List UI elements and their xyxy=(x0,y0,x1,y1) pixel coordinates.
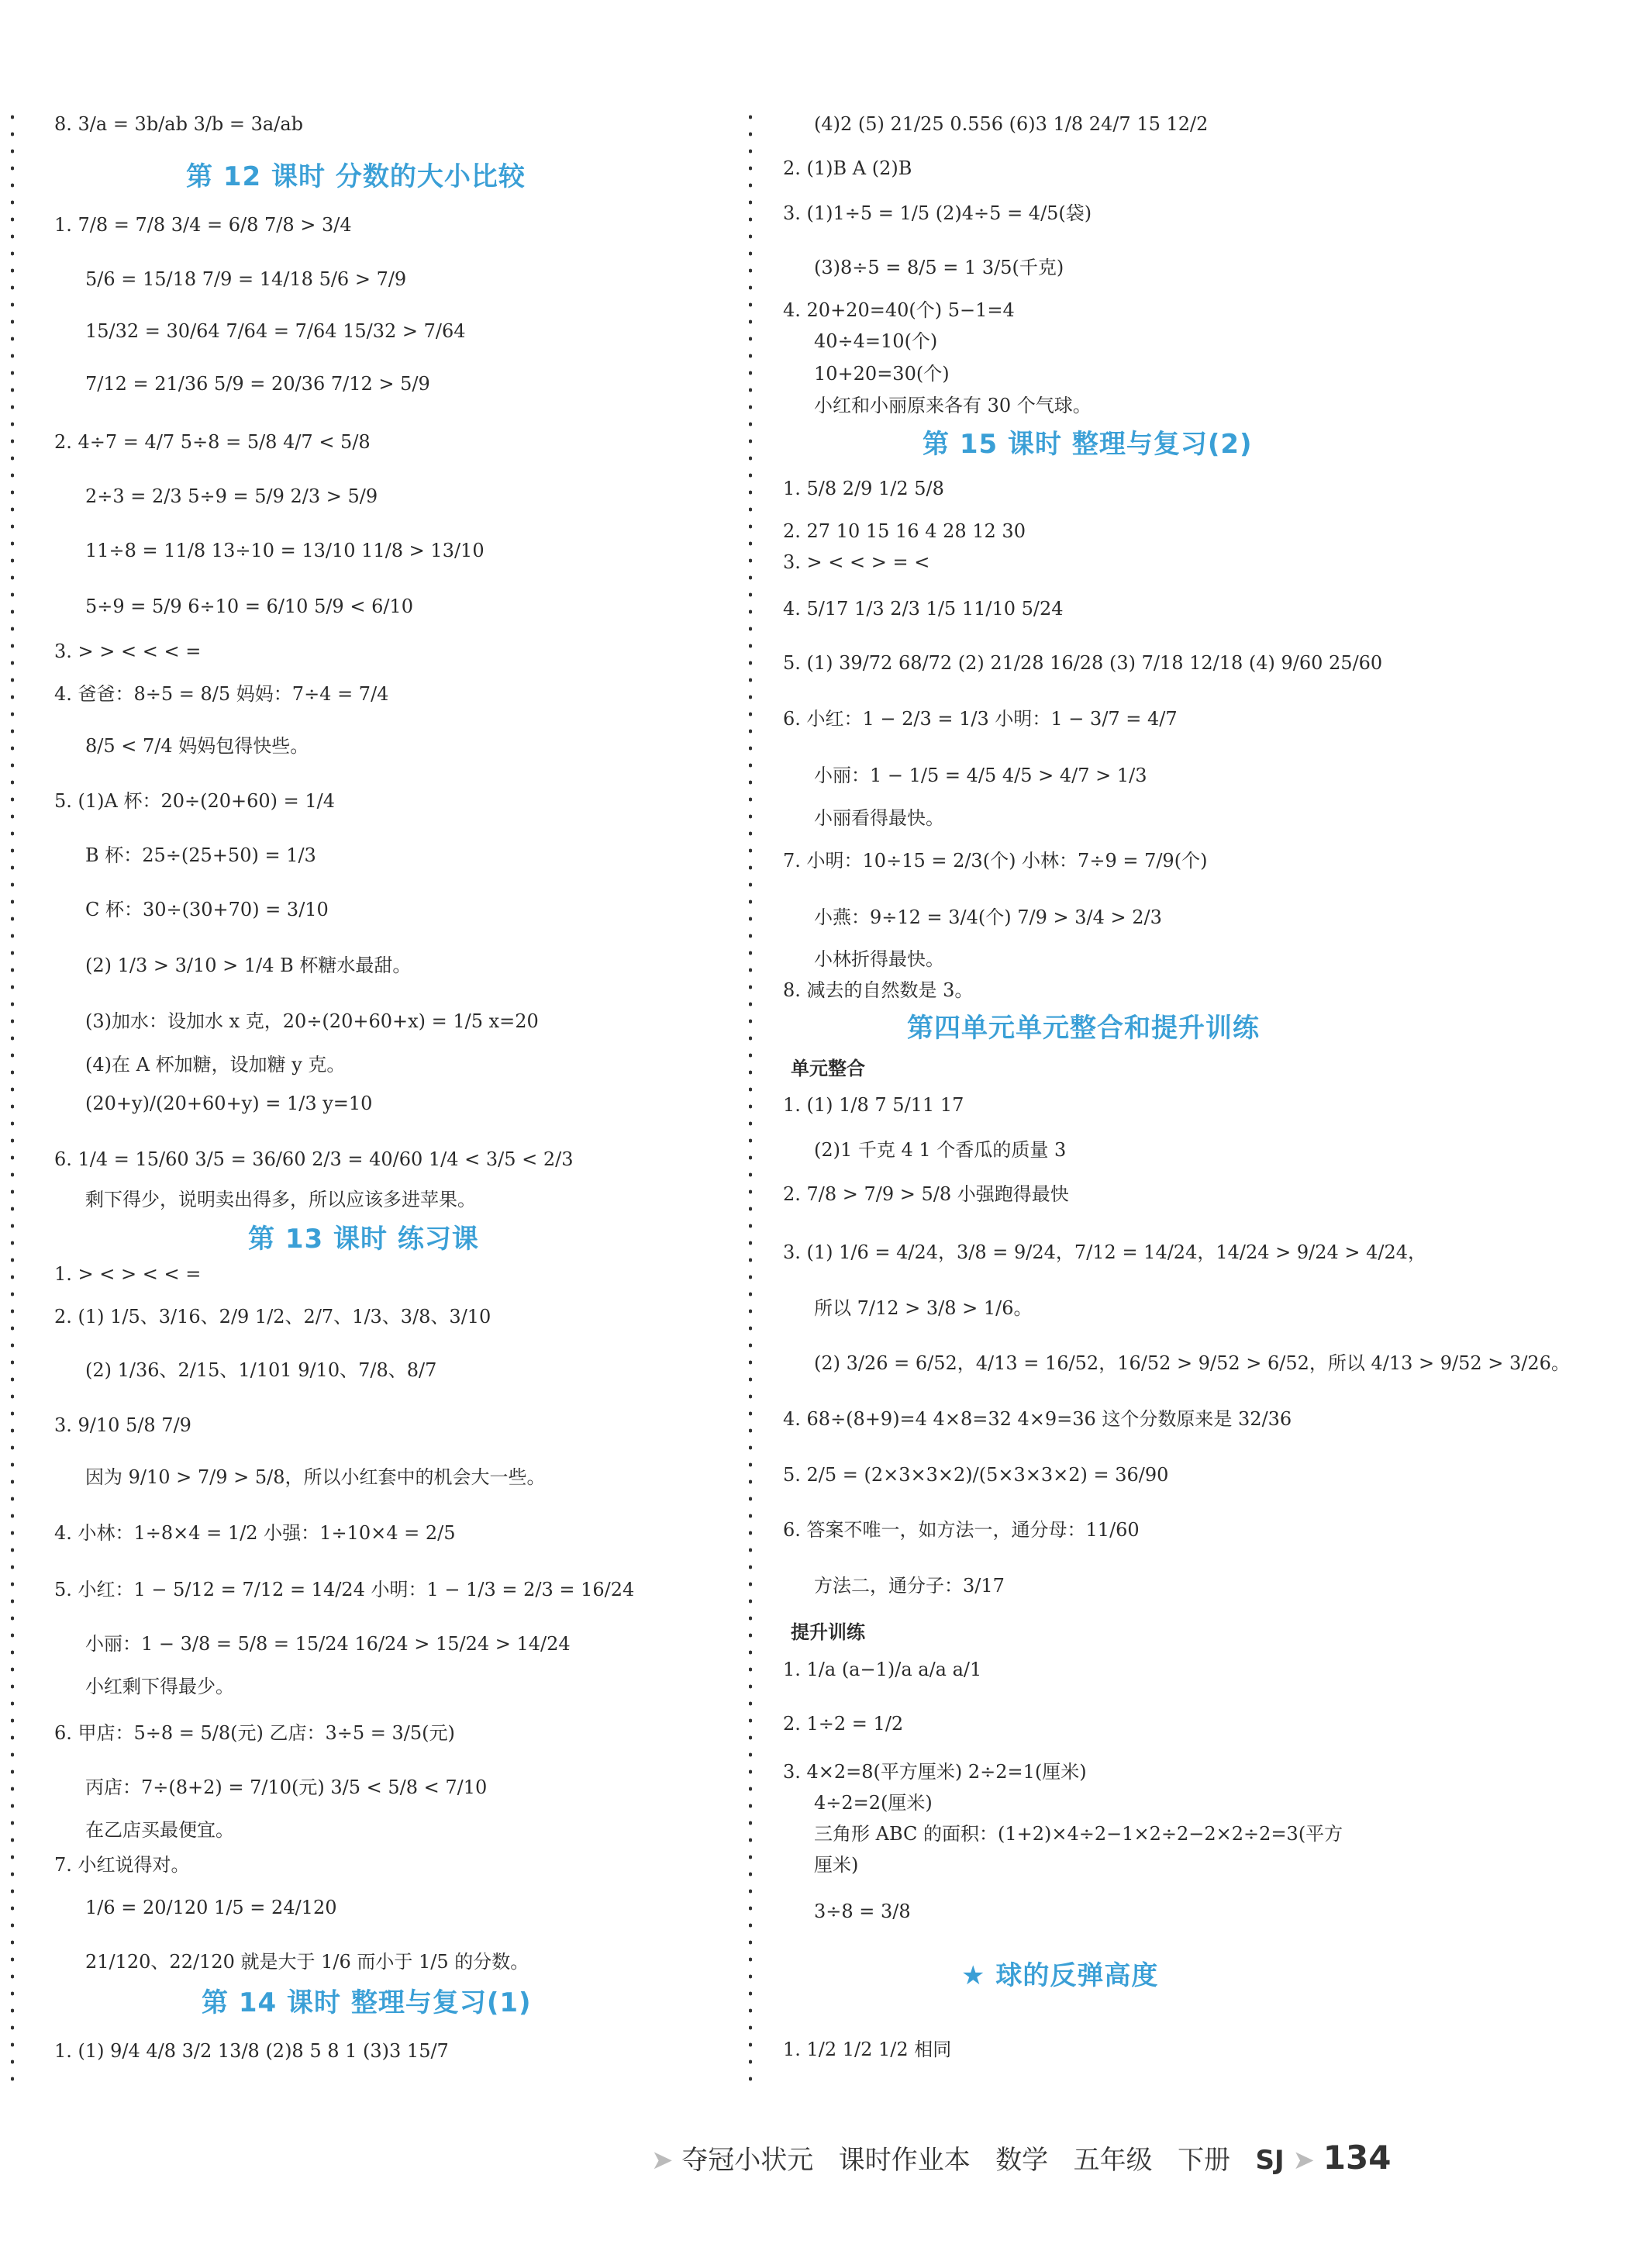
answer-line: 40÷4=10(个) xyxy=(814,330,938,352)
answer-line: 小红和小丽原来各有 30 个气球。 xyxy=(814,395,1092,416)
answer-line: 8. 减去的自然数是 3。 xyxy=(783,979,974,1001)
answer-line: 因为 9/10 > 7/9 > 5/8，所以小红套中的机会大一些。 xyxy=(85,1466,546,1488)
answer-line: 8. 3/a = 3b/ab 3/b = 3a/ab xyxy=(54,113,303,135)
answer-line: 7/12 = 21/36 5/9 = 20/36 7/12 > 5/9 xyxy=(85,373,430,395)
book-name: 课时作业本 xyxy=(838,2145,971,2176)
answer-line: 1. 7/8 = 7/8 3/4 = 6/8 7/8 > 3/4 xyxy=(54,214,352,236)
answer-line: 5. (1)A 杯：20÷(20+60) = 1/4 xyxy=(54,790,336,812)
answer-line: 在乙店买最便宜。 xyxy=(85,1819,234,1841)
answer-line: 厘米) xyxy=(814,1854,859,1876)
answer-line: 2. 7/8 > 7/9 > 5/8 小强跑得最快 xyxy=(783,1183,1069,1205)
answer-line: 小燕：9÷12 = 3/4(个) 7/9 > 3/4 > 2/3 xyxy=(814,906,1162,928)
answer-line: 1. > < > < < = xyxy=(54,1263,202,1285)
left-margin-dots xyxy=(11,109,14,2094)
answer-line: 5÷9 = 5/9 6÷10 = 6/10 5/9 < 6/10 xyxy=(85,596,413,617)
chevron-icon: ➤ xyxy=(1292,2145,1315,2176)
center-divider-dots xyxy=(749,109,752,2094)
subsection-heading: 提升训练 xyxy=(791,1621,865,1643)
answer-line: 3. 4×2=8(平方厘米) 2÷2=1(厘米) xyxy=(783,1761,1087,1783)
answer-line: 4. 爸爸：8÷5 = 8/5 妈妈：7÷4 = 7/4 xyxy=(54,683,389,705)
answer-line: 5. 2/5 = (2×3×3×2)/(5×3×3×2) = 36/90 xyxy=(783,1464,1169,1486)
edition-code: SJ xyxy=(1255,2145,1285,2176)
answer-line: 15/32 = 30/64 7/64 = 7/64 15/32 > 7/64 xyxy=(85,320,466,342)
page-footer xyxy=(651,2139,1391,2177)
answer-line: 1. 1/a (a−1)/a a/a a/1 xyxy=(783,1659,982,1680)
answer-line: 2. 4÷7 = 4/7 5÷8 = 5/8 4/7 < 5/8 xyxy=(54,431,371,453)
page-number: 134 xyxy=(1323,2139,1392,2177)
answer-line: (3)加水：设加水 x 克，20÷(20+60+x) = 1/5 x=20 xyxy=(85,1010,539,1032)
section-title: 第 12 课时 分数的大小比较 xyxy=(186,161,526,192)
answer-line: 5/6 = 15/18 7/9 = 14/18 5/6 > 7/9 xyxy=(85,268,407,290)
answer-line: 1. 5/8 2/9 1/2 5/8 xyxy=(783,478,944,499)
answer-line: 3÷8 = 3/8 xyxy=(814,1901,911,1922)
section-title: 第 14 课时 整理与复习(1) xyxy=(202,1987,532,2018)
section-title: 第 13 课时 练习课 xyxy=(248,1224,479,1255)
answer-line: (3)8÷5 = 8/5 = 1 3/5(千克) xyxy=(814,257,1064,278)
answer-line: 6. 1/4 = 15/60 3/5 = 36/60 2/3 = 40/60 1/4 < 3/5 < 2/3 xyxy=(54,1148,574,1170)
answer-line: (2) 1/36、2/15、1/101 9/10、7/8、8/7 xyxy=(85,1359,437,1381)
answer-line: 3. (1)1÷5 = 1/5 (2)4÷5 = 4/5(袋) xyxy=(783,202,1092,224)
answer-line: 4. 20+20=40(个) 5−1=4 xyxy=(783,299,1015,321)
answer-line: 7. 小红说得对。 xyxy=(54,1854,190,1876)
section-title: 第四单元单元整合和提升训练 xyxy=(907,1013,1260,1044)
chevron-icon: ➤ xyxy=(651,2145,674,2176)
answer-line: 剩下得少，说明卖出得多，所以应该多进苹果。 xyxy=(85,1189,476,1210)
answer-line: 3. > > < < < = xyxy=(54,640,202,662)
answer-line: 5. (1) 39/72 68/72 (2) 21/28 16/28 (3) 7/18 12/18 (4) 9/60 25/60 xyxy=(783,652,1383,674)
answer-line: 所以 7/12 > 3/8 > 1/6。 xyxy=(814,1297,1033,1319)
answer-line: B 杯：25÷(25+50) = 1/3 xyxy=(85,844,316,866)
subject-name: 数学 xyxy=(995,2145,1049,2176)
answer-line: 4. 5/17 1/3 2/3 1/5 11/10 5/24 xyxy=(783,598,1064,620)
term-name: 下册 xyxy=(1178,2145,1231,2176)
answer-line: 21/120、22/120 就是大于 1/6 而小于 1/5 的分数。 xyxy=(85,1951,529,1973)
answer-line: (20+y)/(20+60+y) = 1/3 y=10 xyxy=(85,1093,373,1114)
answer-line: 1. (1) 1/8 7 5/11 17 xyxy=(783,1094,964,1116)
answer-line: 3. > < < > = < xyxy=(783,551,930,573)
answer-line: 8/5 < 7/4 妈妈包得快些。 xyxy=(85,735,309,757)
answer-line: 小丽看得最快。 xyxy=(814,807,944,829)
answer-line: 2. (1) 1/5、3/16、2/9 1/2、2/7、1/3、3/8、3/10 xyxy=(54,1306,491,1328)
section-title: ★ 球的反弹高度 xyxy=(961,1960,1159,1991)
answer-line: 小林折得最快。 xyxy=(814,948,944,970)
answer-line: C 杯：30÷(30+70) = 3/10 xyxy=(85,899,329,920)
answer-line: 11÷8 = 11/8 13÷10 = 13/10 11/8 > 13/10 xyxy=(85,540,485,561)
answer-line: 2. (1)B A (2)B xyxy=(783,157,912,179)
answer-line: 4÷2=2(厘米) xyxy=(814,1792,933,1814)
answer-line: 5. 小红：1 − 5/12 = 7/12 = 14/24 小明：1 − 1/3 = 2/3 = 16/24 xyxy=(54,1579,635,1600)
series-name: 夺冠小状元 xyxy=(681,2145,814,2176)
answer-line: 6. 小红：1 − 2/3 = 1/3 小明：1 − 3/7 = 4/7 xyxy=(783,708,1178,730)
answer-line: 方法二，通分子：3/17 xyxy=(814,1575,1005,1597)
answer-line: 1. (1) 9/4 4/8 3/2 13/8 (2)8 5 8 1 (3)3 15/7 xyxy=(54,2040,449,2062)
answer-line: 6. 甲店：5÷8 = 5/8(元) 乙店：3÷5 = 3/5(元) xyxy=(54,1722,455,1744)
answer-line: 三角形 ABC 的面积：(1+2)×4÷2−1×2÷2−2×2÷2=3(平方 xyxy=(814,1823,1343,1845)
answer-line: 4. 小林：1÷8×4 = 1/2 小强：1÷10×4 = 2/5 xyxy=(54,1522,456,1544)
answer-line: 丙店：7÷(8+2) = 7/10(元) 3/5 < 5/8 < 7/10 xyxy=(85,1776,488,1798)
answer-line: (2) 3/26 = 6/52，4/13 = 16/52，16/52 > 9/52 > 6/52，所以 4/13 > 9/52 > 3/26。 xyxy=(814,1352,1570,1374)
answer-line: 1/6 = 20/120 1/5 = 24/120 xyxy=(85,1897,337,1918)
answer-line: 10+20=30(个) xyxy=(814,363,950,385)
section-title: 第 15 课时 整理与复习(2) xyxy=(923,429,1253,460)
answer-line: 2. 27 10 15 16 4 28 12 30 xyxy=(783,520,1026,542)
answer-line: (2) 1/3 > 3/10 > 1/4 B 杯糖水最甜。 xyxy=(85,955,412,976)
answer-line: 1. 1/2 1/2 1/2 相同 xyxy=(783,2039,952,2060)
answer-line: 6. 答案不唯一，如方法一，通分母：11/60 xyxy=(783,1519,1140,1541)
answer-line: (2)1 千克 4 1 个香瓜的质量 3 xyxy=(814,1139,1067,1161)
answer-line: (4)在 A 杯加糖，设加糖 y 克。 xyxy=(85,1054,346,1075)
answer-line: 小红剩下得最少。 xyxy=(85,1676,234,1697)
answer-line: (4)2 (5) 21/25 0.556 (6)3 1/8 24/7 15 12/2 xyxy=(814,113,1209,135)
answer-line: 2. 1÷2 = 1/2 xyxy=(783,1713,904,1735)
answer-line: 4. 68÷(8+9)=4 4×8=32 4×9=36 这个分数原来是 32/36 xyxy=(783,1408,1292,1430)
answer-line: 小丽：1 − 1/5 = 4/5 4/5 > 4/7 > 1/3 xyxy=(814,765,1147,786)
answer-line: 小丽：1 − 3/8 = 5/8 = 15/24 16/24 > 15/24 > 14/24 xyxy=(85,1633,571,1655)
answer-line: 3. (1) 1/6 = 4/24，3/8 = 9/24，7/12 = 14/24，14/24 > 9/24 > 4/24， xyxy=(783,1241,1427,1263)
answer-line: 7. 小明：10÷15 = 2/3(个) 小林：7÷9 = 7/9(个) xyxy=(783,850,1208,872)
subsection-heading: 单元整合 xyxy=(791,1058,865,1079)
grade-name: 五年级 xyxy=(1073,2145,1153,2176)
answer-line: 3. 9/10 5/8 7/9 xyxy=(54,1414,191,1436)
answer-line: 2÷3 = 2/3 5÷9 = 5/9 2/3 > 5/9 xyxy=(85,485,378,507)
